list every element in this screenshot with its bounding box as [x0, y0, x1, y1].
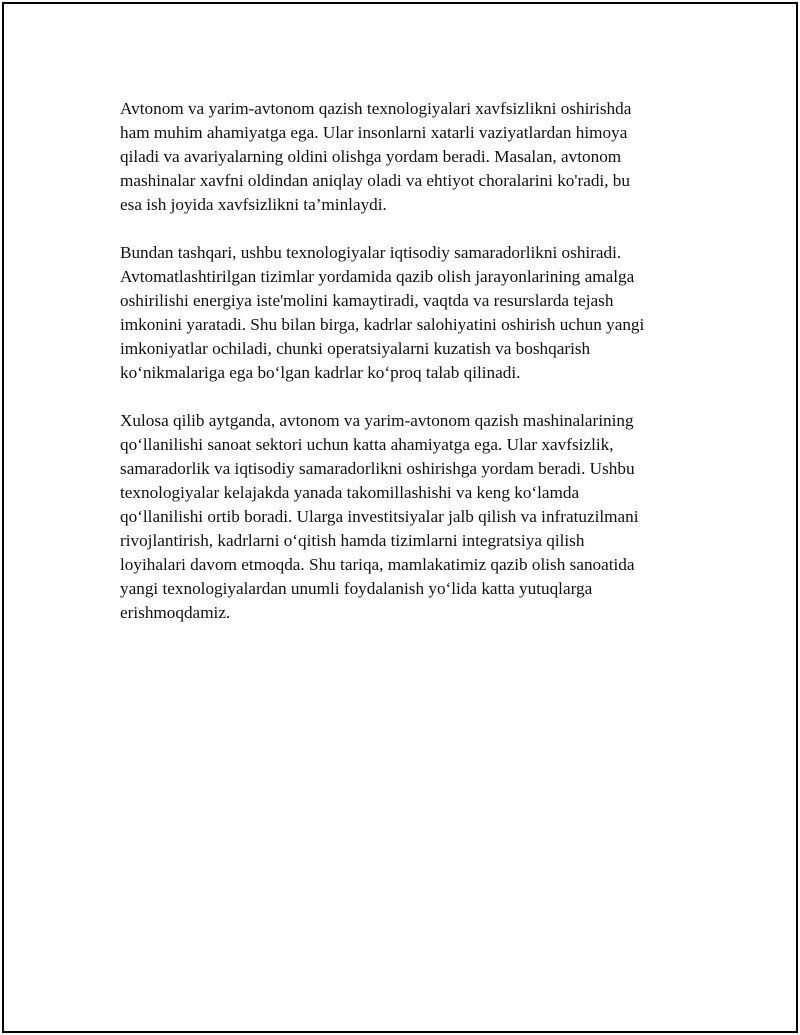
text-line: qo‘llanilishi ortib boradi. Ularga investitsiyalar jalb qilish va infratuzilmani: [120, 507, 639, 526]
text-line: mashinalar xavfni oldindan aniqlay oladi va ehtiyot choralarini ko'radi, bu: [120, 171, 630, 190]
paragraph-1: [120, 97, 690, 217]
text-line: qiladi va avariyalarning oldini olishga yordam beradi. Masalan, avtonom: [120, 147, 622, 166]
text-line: Avtonom va yarim-avtonom qazish texnologiyalari xavfsizlikni oshirishda: [120, 99, 632, 118]
text-line: Xulosa qilib aytganda, avtonom va yarim-avtonom qazish mashinalarining: [120, 411, 634, 430]
text-line: Bundan tashqari, ushbu texnologiyalar iqtisodiy samaradorlikni oshiradi.: [120, 243, 622, 262]
text-line: Avtomatlashtirilgan tizimlar yordamida qazib olish jarayonlarining amalga: [120, 267, 635, 286]
document-body: [120, 97, 690, 649]
text-line: imkonini yaratadi. Shu bilan birga, kadrlar salohiyatini oshirish uchun yangi: [120, 315, 645, 334]
page-frame: [2, 2, 798, 1033]
text-line: rivojlantirish, kadrlarni o‘qitish hamda tizimlarni integratsiya qilish: [120, 531, 585, 550]
text-line: imkoniyatlar ochiladi, chunki operatsiyalarni kuzatish va boshqarish: [120, 339, 591, 358]
text-line: oshirilishi energiya iste'molini kamaytiradi, vaqtda va resurslarda tejash: [120, 291, 614, 310]
text-line: qo‘llanilishi sanoat sektori uchun katta ahamiyatga ega. Ular xavfsizlik,: [120, 435, 614, 454]
text-line: esa ish joyida xavfsizlikni ta’minlaydi.: [120, 195, 387, 214]
text-line: samaradorlik va iqtisodiy samaradorlikni oshirishga yordam beradi. Ushbu: [120, 459, 635, 478]
paragraph-2: [120, 241, 690, 385]
paragraph-3: [120, 409, 690, 625]
text-line: ham muhim ahamiyatga ega. Ular insonlarni xatarli vaziyatlardan himoya: [120, 123, 628, 142]
text-line: erishmoqdamiz.: [120, 603, 231, 622]
text-line: yangi texnologiyalardan unumli foydalanish yo‘lida katta yutuqlarga: [120, 579, 593, 598]
text-line: loyihalari davom etmoqda. Shu tariqa, mamlakatimiz qazib olish sanoatida: [120, 555, 635, 574]
text-line: texnologiyalar kelajakda yanada takomillashishi va keng ko‘lamda: [120, 483, 580, 502]
text-line: ko‘nikmalariga ega bo‘lgan kadrlar ko‘proq talab qilinadi.: [120, 363, 521, 382]
